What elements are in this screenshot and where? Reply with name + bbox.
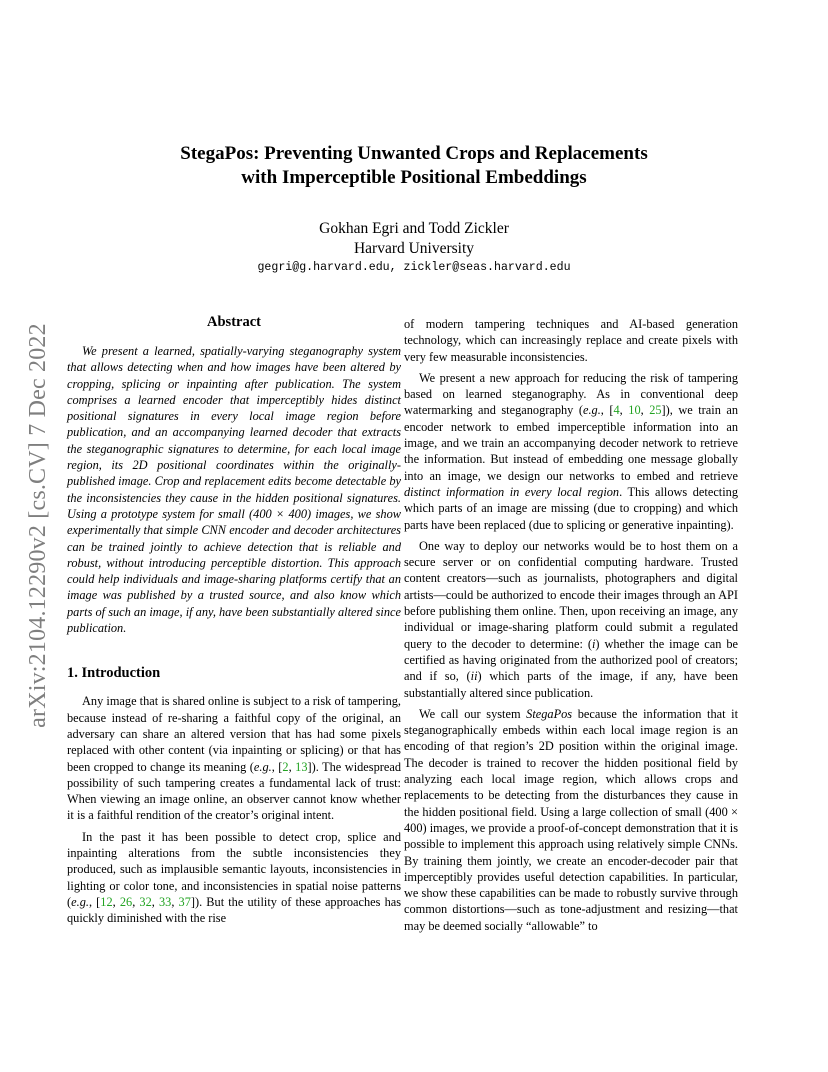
citation-link[interactable]: 2 [282,759,289,774]
intro-p4-text-c: ]), we train an encoder network to embed imperceptible information into an image, and we train an accompanying decoder network to retrieve the information. But instead of embedding one message globally into an image, we design our networks to embed and retrieve [404,403,739,483]
affiliation: Harvard University [353,240,475,257]
intro-p1-text-a: Any image that is shared online is subject to a risk of tampering, because instead of re-sharing a faithful copy of the original, an adversary can share an altered version that has had some pixels replaced with other content (via inpainting or splicing) or that has been cropped to change its meaning ( [67,694,401,774]
intro-p1-text-c: ]). The widespread possibility of such tampering creates a fundamental lack of trust: When viewing an image online, an observer cannot know whether it is a faithful rendition of the creator’s original intent. [67,759,401,823]
author-emails: gegri@g.harvard.edu, zickler@seas.harvard.edu [257,261,571,274]
title-line-1: StegaPos: Preventing Unwanted Crops and Replacements [180,143,648,164]
intro-p6-text-a: We call our system [419,706,527,721]
intro-p5-text-b: ) whether the image can be certified as having originated from the authorized pool of creators; and if so, ( [404,636,738,684]
author-names: Gokhan Egri and Todd Zickler [319,220,509,237]
left-column [67,312,401,932]
intro-p5-text-a: One way to deploy our networks would be to host them on a secure server or on confidential computing hardware. Trusted content creators—such as journalists, photographers and digital artists—could be authorized to encode their images through an API before publishing them online. Then, upon receiving an image, any individual or image-sharing platform could submit a regulated query to the decoder to determine: ( [404,538,738,651]
intro-p2-text-c: ]). But the utility of these approaches has quickly diminished with the rise [67,894,402,926]
intro-paragraph-2 [67,829,401,927]
abstract-text: We present a learned, spatially-varying steganography system that allows detecting when and how images have been altered by cropping, splicing or inpainting after publication. The system comprises a learned encoder that imperceptibly hides distinct positional signatures in every local image region before publication, and an accompanying learned decoder that extracts the steganographic signatures to determine, for each local image region, its 2D positional coordinates within the originally-published image. Crop and replacement edits become detectable by the inconsistencies they cause in the hidden positional signatures. Using a prototype system for small (400 × 400) images, we show experimentally that simple CNN encoder and decoder architectures can be trained jointly to achieve detection that is reliable and robust, without introducing perceptible distortion. This approach could help individuals and image-sharing platforms certify that an image was published by a trusted source, and also know which parts of such an image, if any, have been substantially altered since publication. [67,344,401,636]
intro-p5-text-c: ) which parts of the image, if any, have been substantially altered since publication. [404,669,738,700]
intro-paragraph-1 [67,693,401,823]
citation-link[interactable]: 33 [158,894,172,909]
title-line-2: with Imperceptible Positional Embeddings [241,167,587,188]
right-column [404,316,738,939]
intro-p2-eg: e.g. [71,894,89,909]
intro-paragraph-5 [404,538,738,701]
citation-separator: , [288,759,296,774]
citation-separator: , [171,894,179,909]
citation-link[interactable]: 10 [628,403,641,418]
citation-separator: , [151,894,159,909]
author-block [90,219,738,259]
intro-p1-text-b: , [ [271,759,283,774]
paper-title [90,142,738,190]
intro-p4-eg: e.g. [582,403,601,418]
intro-p5-roman-ii: ii [470,669,478,684]
intro-p4-text-a: We present a new approach for reducing the risk of tampering based on learned steganography. As in conventional deep watermarking and steganography ( [404,370,738,418]
intro-p2-text-b: , [ [88,894,101,909]
citation-link[interactable]: 12 [100,894,113,909]
citation-separator: , [619,403,629,418]
citation-separator: , [640,403,650,418]
intro-paragraph-6 [404,706,738,934]
intro-p4-text-d: . This allows detecting which parts of an image are missing (due to cropping) and which parts have been replaced (due to splicing or generative inpainting). [404,484,738,532]
intro-p2-text-a: In the past it has been possible to detect crop, splice and inpainting alterations from the subtle inconsistencies they produced, such as implausible semantic layouts, inconsistencies in lighting or color tone, and inconsistencies in spatial noise patterns ( [67,829,401,909]
intro-paragraph-3: of modern tampering techniques and AI-based generation technology, which can increasingly replace and create pixels with very few measurable inconsistencies. [404,317,738,364]
intro-p4-emphasis: distinct information in every local region [404,484,620,499]
introduction-heading: 1. Introduction [67,665,161,682]
citation-separator: , [112,894,120,909]
intro-p4-text-b: , [ [600,403,614,418]
citation-link[interactable]: 26 [119,894,133,909]
intro-p5-roman-i: i [591,636,596,651]
citation-separator: , [132,894,140,909]
abstract-heading: Abstract [207,314,261,330]
arxiv-identifier-stamp [23,290,53,760]
citation-link[interactable]: 32 [139,894,152,909]
citation-link[interactable]: 37 [178,894,191,909]
intro-paragraph-4 [404,370,738,533]
citation-link[interactable]: 13 [295,759,308,774]
arxiv-identifier-text: arXiv:2104.12290v2 [cs.CV] 7 Dec 2022 [24,322,51,728]
citation-link[interactable]: 25 [649,403,662,418]
citation-link[interactable]: 4 [613,403,620,418]
intro-p6-text-b: because the information that it steganographically embeds within each local image region is an encoding of that region’s 2D position within the original image. The decoder is trained to recover the hidden positional field by analyzing each local image region, which allows crops and replacements to be detecting from the disturbances they cause in the hidden positional field. Using a large collection of small (400 × 400) images, we provide a proof-of-concept demonstration that it is possible to implement this approach using relatively simple CNNs. By training them jointly, we create an encoder-decoder pair that imperceptibly provides useful detection capabilities. In particular, we show these capabilities can be made to robustly survive through common distortions—such as tone-adjustment and resizing—that may be deemed socially “allowable” to [404,706,738,933]
intro-p1-eg: e.g. [253,759,272,774]
intro-p6-system-name: StegaPos [526,706,573,721]
